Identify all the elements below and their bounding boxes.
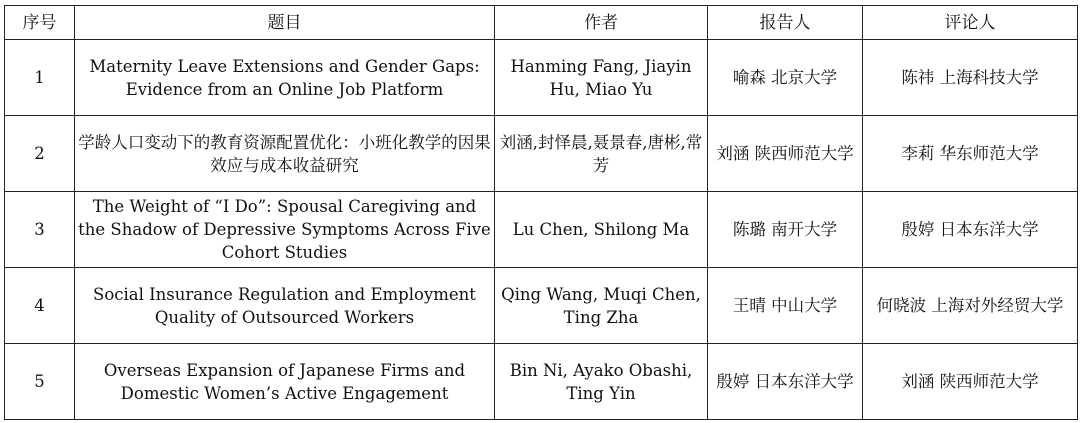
paper-title: Maternity Leave Extensions and Gender Gaps: Evidence from an Online Job Platform <box>75 40 495 116</box>
row-number: 1 <box>5 40 75 116</box>
header-number: 序号 <box>5 6 75 40</box>
row-number: 4 <box>5 268 75 344</box>
discussant: 何晓波 上海对外经贸大学 <box>863 268 1078 344</box>
header-title: 题目 <box>75 6 495 40</box>
table-row <box>5 192 1078 268</box>
paper-title: Overseas Expansion of Japanese Firms and Domestic Women’s Active Engagement <box>75 344 495 420</box>
header-discussant: 评论人 <box>863 6 1078 40</box>
row-number: 3 <box>5 192 75 268</box>
discussant: 殷婷 日本东洋大学 <box>863 192 1078 268</box>
row-number: 5 <box>5 344 75 420</box>
paper-authors: Lu Chen, Shilong Ma <box>495 192 708 268</box>
paper-authors: Bin Ni, Ayako Obashi, Ting Yin <box>495 344 708 420</box>
presenter: 陈璐 南开大学 <box>708 192 863 268</box>
table-row <box>5 344 1078 420</box>
table-row <box>5 268 1078 344</box>
discussant: 陈祎 上海科技大学 <box>863 40 1078 116</box>
presenter: 殷婷 日本东洋大学 <box>708 344 863 420</box>
paper-authors: Hanming Fang, Jiayin Hu, Miao Yu <box>495 40 708 116</box>
header-presenter: 报告人 <box>708 6 863 40</box>
header-row <box>5 6 1078 40</box>
presenter: 刘涵 陕西师范大学 <box>708 116 863 192</box>
header-authors: 作者 <box>495 6 708 40</box>
paper-title: Social Insurance Regulation and Employment Quality of Outsourced Workers <box>75 268 495 344</box>
discussant: 刘涵 陕西师范大学 <box>863 344 1078 420</box>
paper-authors: 刘涵,封怿晨,聂景春,唐彬,常芳 <box>495 116 708 192</box>
row-number: 2 <box>5 116 75 192</box>
table-row <box>5 116 1078 192</box>
table-row <box>5 40 1078 116</box>
paper-authors: Qing Wang, Muqi Chen, Ting Zha <box>495 268 708 344</box>
paper-title: The Weight of “I Do”: Spousal Caregiving and the Shadow of Depressive Symptoms Across Five Cohort Studies <box>75 192 495 268</box>
presenter: 王晴 中山大学 <box>708 268 863 344</box>
presenter: 喻森 北京大学 <box>708 40 863 116</box>
discussant: 李莉 华东师范大学 <box>863 116 1078 192</box>
paper-title: 学龄人口变动下的教育资源配置优化：小班化教学的因果效应与成本收益研究 <box>75 116 495 192</box>
session-schedule-table <box>4 5 1078 420</box>
